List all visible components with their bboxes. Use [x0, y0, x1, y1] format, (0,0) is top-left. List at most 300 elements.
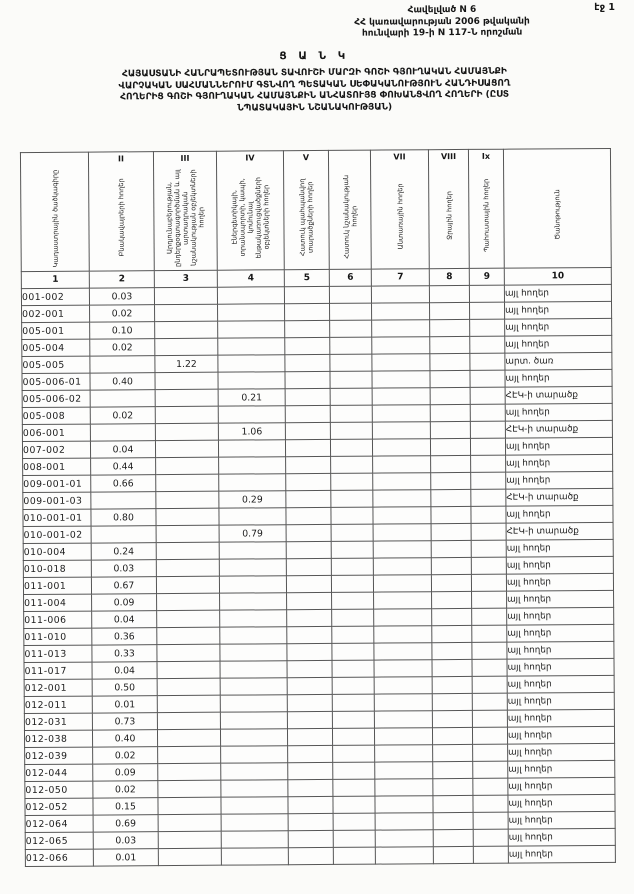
reserve-value-cell — [472, 608, 507, 625]
residential-value-cell: 0.24 — [91, 543, 156, 560]
residential-value-cell — [91, 526, 156, 543]
water-value-cell — [430, 421, 470, 438]
forest-value-cell — [372, 303, 430, 320]
special-value-cell — [332, 677, 374, 694]
energy-value-cell — [220, 695, 287, 712]
special-value-cell — [332, 711, 374, 728]
water-value-cell — [432, 659, 472, 676]
protected-value-cell — [288, 830, 333, 847]
protected-value-cell — [286, 507, 331, 524]
reserve-value-cell — [473, 829, 508, 846]
water-value-cell — [431, 489, 471, 506]
residential-value-cell: 0.09 — [92, 594, 157, 611]
parcel-code-cell: 011-004 — [24, 594, 92, 611]
water-value-cell — [430, 438, 470, 455]
reserve-value-cell — [471, 557, 506, 574]
col-header-industrial — [153, 151, 217, 270]
reserve-value-cell — [470, 319, 505, 336]
parcel-code-cell: 005-006-02 — [22, 390, 90, 407]
protected-value-cell — [286, 456, 331, 473]
parcel-code-cell: 005-005 — [22, 356, 90, 373]
forest-value-cell — [372, 320, 430, 337]
header-row — [20, 148, 611, 271]
special-value-cell — [333, 745, 375, 762]
special-value-cell — [333, 813, 375, 830]
forest-value-cell — [373, 490, 431, 507]
energy-value-cell — [218, 304, 285, 321]
industrial-value-cell: 1.22 — [155, 355, 218, 372]
energy-value-cell — [221, 780, 288, 797]
col-label: Արդյունաբերության, ընդերքօգտագործման և այլ արտադրական նշանակության օբյեկտների հողեր — [165, 168, 206, 267]
forest-value-cell — [373, 575, 431, 592]
reserve-value-cell — [473, 744, 508, 761]
residential-value-cell — [90, 390, 155, 407]
note-cell: այլ հողեր — [507, 709, 614, 727]
parcel-code-cell: 012-050 — [25, 781, 93, 798]
appendix-reference — [287, 4, 597, 41]
forest-value-cell — [374, 711, 432, 728]
col-roman: II — [117, 154, 124, 164]
protected-value-cell — [286, 524, 331, 541]
protected-value-cell — [285, 371, 330, 388]
col-number: 3 — [154, 270, 217, 287]
col-roman: VII — [393, 152, 406, 162]
special-value-cell — [331, 524, 373, 541]
special-value-cell — [332, 660, 374, 677]
industrial-value-cell — [156, 576, 219, 593]
special-value-cell — [330, 320, 372, 337]
special-value-cell — [331, 541, 373, 558]
note-cell: այլ հողեր — [506, 505, 613, 523]
forest-value-cell — [374, 626, 432, 643]
parcel-code-cell: 010-001-01 — [23, 509, 91, 526]
col-header-code — [20, 152, 89, 271]
forest-value-cell — [375, 796, 433, 813]
industrial-value-cell — [156, 525, 219, 542]
industrial-value-cell — [155, 423, 218, 440]
special-value-cell — [333, 762, 375, 779]
col-header-water — [428, 149, 469, 268]
water-value-cell — [430, 404, 470, 421]
note-cell: այլ հողեր — [506, 573, 613, 591]
reserve-value-cell — [472, 659, 507, 676]
col-label: Ջրային հողեր — [444, 191, 454, 241]
industrial-value-cell — [157, 644, 220, 661]
reserve-value-cell — [470, 336, 505, 353]
industrial-value-cell — [155, 440, 218, 457]
col-roman: VIII — [440, 152, 457, 162]
residential-value-cell: 0.73 — [92, 713, 157, 730]
note-cell: այլ հողեր — [507, 624, 614, 642]
reserve-value-cell — [472, 710, 507, 727]
water-value-cell — [433, 812, 473, 829]
parcel-code-cell: 012-011 — [24, 696, 92, 713]
reserve-value-cell — [473, 846, 508, 863]
forest-value-cell — [373, 456, 431, 473]
reserve-value-cell — [471, 574, 506, 591]
industrial-value-cell — [156, 542, 219, 559]
water-value-cell — [433, 846, 473, 863]
note-cell: այլ հողեր — [506, 556, 613, 574]
special-value-cell — [331, 575, 373, 592]
note-cell: այլ հողեր — [507, 641, 614, 659]
protected-value-cell — [288, 796, 333, 813]
note-cell: այլ հողեր — [508, 811, 615, 829]
col-label: Ծանոթություն — [553, 189, 562, 240]
water-value-cell — [431, 455, 471, 472]
col-label: Էներգետիկայի, տրանսպորտի, կապի, կոմունալ ենթակառուցվածքների օբյեկտների հողեր — [230, 176, 271, 258]
note-cell: այլ հողեր — [508, 777, 615, 795]
parcel-code-cell: 012-064 — [25, 815, 93, 832]
col-header-protected — [283, 150, 329, 269]
residential-value-cell: 0.36 — [92, 628, 157, 645]
forest-value-cell — [372, 337, 430, 354]
water-value-cell — [431, 557, 471, 574]
note-cell: ՀԷԿ-ի տարածք — [506, 522, 613, 540]
forest-value-cell — [374, 660, 432, 677]
water-value-cell — [431, 472, 471, 489]
industrial-value-cell — [157, 593, 220, 610]
energy-value-cell — [219, 576, 286, 593]
parcel-code-cell: 011-001 — [23, 577, 91, 594]
col-number: 1 — [21, 271, 89, 288]
note-cell: ՀԷԿ-ի տարածք — [505, 420, 612, 438]
residential-value-cell — [91, 492, 156, 509]
parcel-code-cell: 010-004 — [23, 543, 91, 560]
energy-value-cell — [218, 321, 285, 338]
residential-value-cell: 0.02 — [93, 747, 158, 764]
reserve-value-cell — [472, 676, 507, 693]
col-number: 10 — [504, 267, 611, 285]
water-value-cell — [433, 795, 473, 812]
note-cell: այլ հողեր — [508, 743, 615, 761]
forest-value-cell — [373, 541, 431, 558]
note-cell: այլ հողեր — [506, 539, 613, 557]
note-cell: այլ հողեր — [505, 335, 612, 353]
water-value-cell — [432, 727, 472, 744]
special-value-cell — [332, 626, 374, 643]
reserve-value-cell — [470, 387, 505, 404]
forest-value-cell — [374, 609, 432, 626]
industrial-value-cell — [157, 712, 220, 729]
special-value-cell — [333, 779, 375, 796]
note-cell: այլ հողեր — [505, 301, 612, 319]
forest-value-cell — [372, 388, 430, 405]
col-label: Հատուկ նշանակության հողեր — [341, 174, 358, 259]
forest-value-cell — [371, 286, 429, 303]
col-roman: IV — [245, 153, 255, 163]
reserve-value-cell — [471, 489, 506, 506]
forest-value-cell — [375, 745, 433, 762]
special-value-cell — [331, 473, 373, 490]
energy-value-cell — [221, 763, 288, 780]
parcel-code-cell: 012-044 — [25, 764, 93, 781]
col-header-special — [328, 150, 371, 269]
note-cell: այլ հողեր — [505, 369, 612, 387]
protected-value-cell — [285, 388, 330, 405]
residential-value-cell: 0.40 — [92, 730, 157, 747]
residential-value-cell: 0.67 — [91, 577, 156, 594]
col-header-reserve — [468, 149, 504, 268]
reserve-value-cell — [470, 404, 505, 421]
special-value-cell — [331, 558, 373, 575]
industrial-value-cell — [156, 508, 219, 525]
parcel-code-cell: 012-052 — [25, 798, 93, 815]
residential-value-cell: 0.09 — [93, 764, 158, 781]
energy-value-cell — [218, 440, 285, 457]
appendix-line: հունվարի 19-ի N 117-Ն որոշման — [361, 27, 523, 39]
industrial-value-cell — [156, 559, 219, 576]
industrial-value-cell — [158, 746, 221, 763]
parcel-code-cell: 002-001 — [22, 305, 90, 322]
reserve-value-cell — [473, 795, 508, 812]
industrial-value-cell — [155, 321, 218, 338]
special-value-cell — [332, 643, 374, 660]
forest-value-cell — [373, 507, 431, 524]
energy-value-cell — [218, 338, 285, 355]
list-label: Ց Ա Ն Կ — [279, 49, 350, 63]
col-number: 2 — [89, 271, 154, 288]
special-value-cell — [332, 592, 374, 609]
energy-value-cell: 1.06 — [218, 423, 285, 440]
forest-value-cell — [372, 422, 430, 439]
note-cell: այլ հողեր — [508, 794, 615, 812]
residential-value-cell: 0.69 — [93, 815, 158, 832]
industrial-value-cell — [157, 678, 220, 695]
residential-value-cell: 0.04 — [92, 662, 157, 679]
protected-value-cell — [287, 660, 332, 677]
protected-value-cell — [287, 728, 332, 745]
parcel-code-cell: 005-006-01 — [22, 373, 90, 390]
special-value-cell — [332, 694, 374, 711]
parcel-code-cell: 011-017 — [24, 662, 92, 679]
industrial-value-cell — [158, 780, 221, 797]
energy-value-cell — [221, 797, 288, 814]
forest-value-cell — [372, 354, 430, 371]
reserve-value-cell — [469, 285, 504, 302]
water-value-cell — [433, 829, 473, 846]
residential-value-cell: 0.02 — [90, 305, 155, 322]
energy-value-cell — [220, 712, 287, 729]
industrial-value-cell — [156, 491, 219, 508]
protected-value-cell — [286, 541, 331, 558]
parcel-code-cell: 012-039 — [25, 747, 93, 764]
note-cell: այլ հողեր — [507, 590, 614, 608]
residential-value-cell: 0.66 — [91, 475, 156, 492]
parcel-code-cell: 010-001-02 — [23, 526, 91, 543]
col-label: Պահուստային հողեր — [482, 178, 491, 252]
energy-value-cell: 0.79 — [219, 525, 286, 542]
forest-value-cell — [375, 830, 433, 847]
energy-value-cell — [220, 593, 287, 610]
col-roman — [504, 149, 610, 163]
water-value-cell — [430, 370, 470, 387]
col-roman — [329, 151, 370, 164]
residential-value-cell: 0.40 — [90, 373, 155, 390]
reserve-value-cell — [471, 506, 506, 523]
col-label: Հատուկ պահպանվող տարածքների հողեր — [298, 177, 315, 256]
industrial-value-cell — [156, 457, 219, 474]
industrial-value-cell — [158, 831, 221, 848]
forest-value-cell — [374, 643, 432, 660]
note-cell: այլ հողեր — [506, 454, 613, 472]
parcel-code-cell: 012-031 — [24, 713, 92, 730]
energy-value-cell — [221, 746, 288, 763]
water-value-cell — [430, 319, 470, 336]
col-roman: III — [180, 153, 190, 163]
note-cell: այլ հողեր — [504, 284, 611, 302]
reserve-value-cell — [472, 727, 507, 744]
protected-value-cell — [287, 711, 332, 728]
protected-value-cell — [287, 626, 332, 643]
special-value-cell — [330, 371, 372, 388]
reserve-value-cell — [470, 302, 505, 319]
col-number: 4 — [217, 270, 284, 287]
reserve-value-cell — [473, 778, 508, 795]
col-label: Բնակավայրերի հողեր — [117, 178, 126, 257]
special-value-cell — [330, 337, 372, 354]
energy-value-cell — [220, 729, 287, 746]
energy-value-cell — [220, 661, 287, 678]
protected-value-cell — [286, 575, 331, 592]
residential-value-cell: 0.50 — [92, 679, 157, 696]
forest-value-cell — [372, 439, 430, 456]
special-value-cell — [330, 354, 372, 371]
note-cell: այլ հողեր — [506, 471, 613, 489]
col-header-notes — [503, 148, 611, 268]
special-value-cell — [332, 728, 374, 745]
parcel-code-cell: 012-065 — [25, 832, 93, 849]
residential-value-cell: 0.01 — [92, 696, 157, 713]
residential-value-cell: 0.02 — [90, 407, 155, 424]
special-value-cell — [331, 507, 373, 524]
energy-value-cell — [220, 678, 287, 695]
water-value-cell — [432, 693, 472, 710]
special-value-cell — [333, 796, 375, 813]
protected-value-cell — [285, 439, 330, 456]
reserve-value-cell — [471, 523, 506, 540]
document-title-line: ՀԱՅԱՍՏԱՆԻ ՀԱՆՐԱՊԵՏՈՒԹՅԱՆ ՏԱՎՈՒՇԻ ՄԱՐԶԻ ԳՈՇԻ ԳՅՈՒՂԱԿԱՆ ՀԱՄԱՅՆՔԻ — [121, 66, 507, 80]
forest-value-cell — [373, 558, 431, 575]
protected-value-cell — [285, 320, 330, 337]
reserve-value-cell — [473, 761, 508, 778]
water-value-cell — [430, 353, 470, 370]
special-value-cell — [333, 847, 375, 864]
col-number: 7 — [371, 269, 429, 286]
document-title-line: ՆՊԱՏԱԿԱՅԻՆ ՆՇԱՆԱԿՈՒԹՅԱՆ) — [237, 101, 393, 114]
energy-value-cell — [221, 848, 288, 865]
note-cell: այլ հողեր — [507, 692, 614, 710]
document-title-line: ՀՈՂԵՐԻՑ ԳՈՇԻ ԳՅՈՒՂԱԿԱՆ ՀԱՄԱՅՆՔԻՆ ԱՆՀԱՏՈՒՅՑ ՓՈԽԱՆՑՎՈՂ ՀՈՂԵՐԻ (ԸՍՏ — [120, 89, 510, 103]
forest-value-cell — [372, 371, 430, 388]
special-value-cell — [330, 439, 372, 456]
industrial-value-cell — [157, 627, 220, 644]
parcel-code-cell: 005-004 — [22, 339, 90, 356]
water-value-cell — [430, 387, 470, 404]
residential-value-cell: 0.01 — [93, 849, 158, 866]
forest-value-cell — [375, 779, 433, 796]
residential-value-cell: 0.33 — [92, 645, 157, 662]
col-header-residential — [88, 152, 154, 271]
protected-value-cell — [288, 847, 333, 864]
industrial-value-cell — [155, 338, 218, 355]
water-value-cell — [433, 744, 473, 761]
parcel-code-cell: 011-010 — [24, 628, 92, 645]
forest-value-cell — [374, 677, 432, 694]
note-cell: արտ. ծառ — [505, 352, 612, 370]
industrial-value-cell — [155, 389, 218, 406]
table-row — [25, 845, 615, 866]
protected-value-cell — [288, 779, 333, 796]
residential-value-cell: 0.03 — [93, 832, 158, 849]
col-roman — [21, 153, 88, 166]
table-body — [21, 284, 615, 866]
protected-value-cell — [287, 677, 332, 694]
energy-value-cell — [218, 406, 285, 423]
protected-value-cell — [284, 286, 329, 303]
water-value-cell — [431, 574, 471, 591]
industrial-value-cell — [155, 372, 218, 389]
water-value-cell — [432, 676, 472, 693]
residential-value-cell: 0.04 — [92, 611, 157, 628]
note-cell: այլ հողեր — [507, 658, 614, 676]
forest-value-cell — [373, 473, 431, 490]
protected-value-cell — [288, 813, 333, 830]
energy-value-cell — [221, 831, 288, 848]
industrial-value-cell — [158, 848, 221, 865]
water-value-cell — [432, 710, 472, 727]
forest-value-cell — [373, 524, 431, 541]
energy-value-cell — [220, 610, 287, 627]
col-label: Կադաստրային ծածկագիրը — [50, 169, 60, 268]
forest-value-cell — [372, 405, 430, 422]
protected-value-cell — [288, 762, 333, 779]
water-value-cell — [430, 302, 470, 319]
document-title — [27, 66, 601, 116]
energy-value-cell — [218, 355, 285, 372]
parcel-code-cell: 009-001-03 — [23, 492, 91, 509]
energy-value-cell — [221, 814, 288, 831]
note-cell: այլ հողեր — [507, 675, 614, 693]
forest-value-cell — [375, 813, 433, 830]
special-value-cell — [330, 422, 372, 439]
residential-value-cell: 0.80 — [91, 509, 156, 526]
special-value-cell — [331, 490, 373, 507]
energy-value-cell — [219, 542, 286, 559]
reserve-value-cell — [472, 591, 507, 608]
forest-value-cell — [375, 762, 433, 779]
industrial-value-cell — [158, 814, 221, 831]
reserve-value-cell — [470, 353, 505, 370]
col-roman: Ix — [481, 151, 491, 161]
reserve-value-cell — [473, 812, 508, 829]
industrial-value-cell — [154, 287, 217, 304]
water-value-cell — [431, 540, 471, 557]
water-value-cell — [432, 608, 472, 625]
col-header-forest — [370, 150, 429, 269]
residential-value-cell: 0.03 — [91, 560, 156, 577]
note-cell: այլ հողեր — [507, 726, 614, 744]
energy-value-cell — [220, 644, 287, 661]
protected-value-cell — [286, 473, 331, 490]
protected-value-cell — [287, 643, 332, 660]
industrial-value-cell — [155, 406, 218, 423]
special-value-cell — [332, 609, 374, 626]
note-cell: այլ հողեր — [505, 318, 612, 336]
note-cell: այլ հողեր — [507, 607, 614, 625]
reserve-value-cell — [471, 455, 506, 472]
note-cell: այլ հողեր — [508, 828, 615, 846]
